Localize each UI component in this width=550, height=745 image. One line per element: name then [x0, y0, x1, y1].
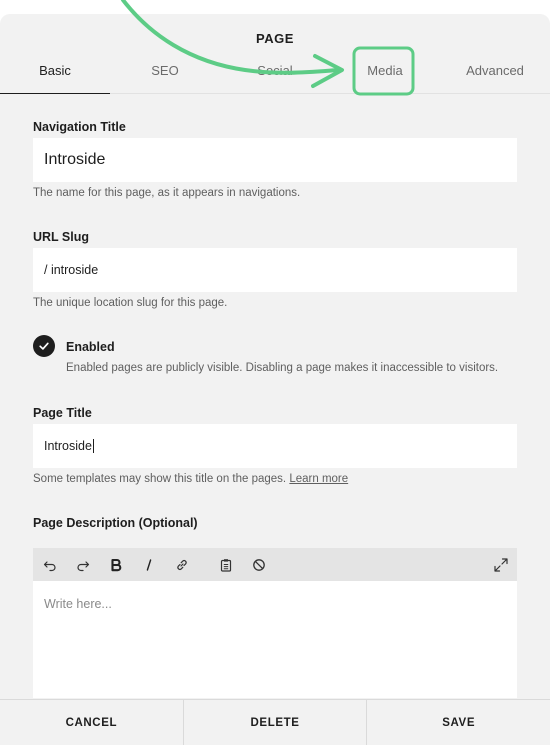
cancel-button[interactable]: CANCEL — [65, 717, 118, 729]
delete-button[interactable]: DELETE — [183, 700, 367, 745]
page-settings-panel — [0, 14, 550, 745]
page-title-value: Introside — [44, 439, 92, 453]
tab-seo[interactable]: SEO — [151, 63, 179, 78]
panel-title: PAGE — [256, 31, 294, 46]
undo-icon[interactable] — [39, 554, 61, 576]
tab-media[interactable]: Media — [367, 63, 403, 78]
tab-social[interactable]: Social — [257, 63, 293, 78]
enabled-help: Enabled pages are publicly visible. Disabling a page makes it inaccessible to visitors. — [66, 362, 499, 374]
bold-icon[interactable] — [105, 554, 127, 576]
nav-title-label: Navigation Title — [33, 120, 126, 134]
page-title-input[interactable] — [33, 424, 517, 468]
page-title-help-text: Some templates may show this title on the pages. — [33, 473, 287, 485]
clipboard-icon[interactable] — [215, 554, 237, 576]
clear-format-icon[interactable] — [248, 554, 270, 576]
expand-icon[interactable] — [490, 554, 512, 576]
description-placeholder: Write here... — [44, 597, 112, 611]
enabled-checkbox[interactable] — [33, 335, 55, 357]
tab-basic[interactable]: Basic — [0, 54, 110, 94]
nav-title-input[interactable]: Introside — [33, 138, 517, 182]
tab-advanced[interactable]: Advanced — [466, 63, 524, 78]
url-slug-input[interactable]: / introside — [33, 248, 517, 292]
url-slug-help: The unique location slug for this page. — [33, 297, 228, 309]
editor-toolbar — [33, 548, 517, 581]
page-title-help — [33, 473, 348, 485]
text-cursor — [93, 439, 94, 453]
tab-bar — [0, 54, 550, 94]
basic-tab-content — [0, 94, 550, 698]
description-editor[interactable] — [33, 581, 517, 698]
redo-icon[interactable] — [72, 554, 94, 576]
learn-more-link[interactable]: Learn more — [289, 473, 349, 485]
italic-icon[interactable] — [138, 554, 160, 576]
enabled-label: Enabled — [66, 340, 115, 354]
page-title-label: Page Title — [33, 406, 92, 420]
nav-title-help: The name for this page, as it appears in navigations. — [33, 187, 301, 199]
description-label: Page Description (Optional) — [33, 516, 198, 530]
checkmark-icon — [38, 340, 50, 352]
panel-footer — [0, 699, 550, 745]
url-slug-label: URL Slug — [33, 230, 90, 244]
link-icon[interactable] — [171, 554, 193, 576]
save-button[interactable]: SAVE — [366, 700, 550, 745]
